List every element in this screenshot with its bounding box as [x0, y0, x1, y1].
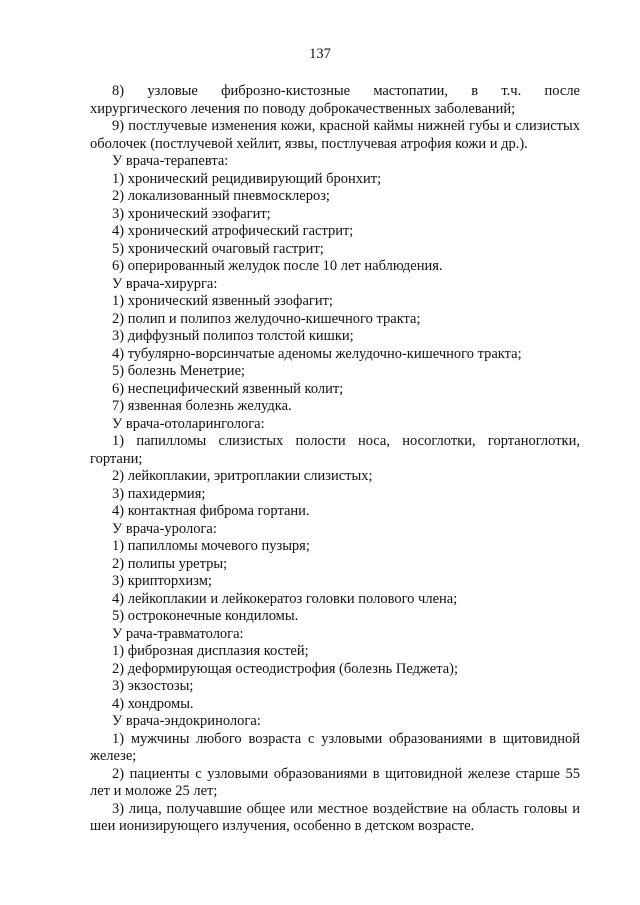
- list-item-text: 3) крипторхизм;: [112, 573, 212, 589]
- list-item-text: 4) хронический атрофический гастрит;: [112, 223, 354, 239]
- list-item-text: 3) диффузный полипоз толстой кишки;: [112, 328, 354, 344]
- list-item-text: 4) тубулярно-ворсинчатые аденомы желудочно-кишечного тракта;: [112, 345, 522, 362]
- list-item-text: 8) узловые фиброзно-кистозные мастопатии, в т.ч. после: [112, 83, 580, 99]
- section-heading: У рача-травматолога:: [112, 625, 244, 642]
- list-item-text: 6) неспецифический язвенный колит;: [112, 380, 344, 397]
- list-item-text: 2) пациенты с узловыми образованиями в щитовидной железе старше 55 лет и моложе 25 лет;: [90, 765, 580, 799]
- list-item-text: 2) деформирующая остеодистрофия (болезнь Педжета);: [112, 660, 459, 677]
- list-item-text: 3) лица, получавшие общее или местное воздействие на область головы и шеи ионизирующего излучения, особенно в детском возрасте.: [90, 800, 580, 834]
- list-item-text: 9) постлучевые изменения кожи, красной каймы нижней губы и слизистых оболочек (постлучевой хейлит, язвы, постлучевая атрофия кожи и др.).: [90, 118, 580, 152]
- section-heading: У врача-уролога:: [112, 520, 217, 537]
- list-item-text: 2) полипы уретры;: [112, 555, 228, 572]
- list-item-text: 5) болезнь Менетрие;: [112, 363, 246, 379]
- list-item-text: 3) экзостозы;: [112, 678, 194, 694]
- list-item-text: 3) хронический эзофагит;: [112, 205, 271, 222]
- list-item-text: хирургического лечения по поводу доброкачественных заболеваний;: [90, 100, 516, 117]
- list-item-text: 1) хронический язвенный эзофагит;: [112, 293, 333, 309]
- document-body: [90, 83, 580, 836]
- list-item-text: 5) остроконечные кондиломы.: [112, 608, 299, 624]
- page-number: 137: [309, 46, 331, 62]
- list-item-text: 3) пахидермия;: [112, 485, 206, 502]
- list-item-text: 1) папилломы мочевого пузыря;: [112, 538, 310, 554]
- list-item-text: 4) лейкоплакии и лейкокератоз головки полового члена;: [112, 590, 458, 607]
- list-item-text: 1) мужчины любого возраста с узловыми образованиями в щитовидной железе;: [90, 730, 580, 764]
- list-item-text: 2) локализованный пневмосклероз;: [112, 188, 330, 204]
- list-item-text: 2) полип и полипоз желудочно-кишечного тракта;: [112, 310, 421, 327]
- list-item-text: 1) фиброзная дисплазия костей;: [112, 643, 309, 659]
- list-item-text: 2) лейкоплакии, эритроплакии слизистых;: [112, 468, 373, 484]
- list-item-text: 4) хондромы.: [112, 695, 194, 712]
- section-heading: У врача-хирурга:: [112, 275, 218, 292]
- section-heading: У врача-эндокринолога:: [112, 713, 261, 729]
- list-item-text: 1) хронический рецидивирующий бронхит;: [112, 170, 382, 187]
- list-item-text: 6) оперированный желудок после 10 лет наблюдения.: [112, 258, 443, 274]
- section-heading: У врача-терапевта:: [112, 153, 229, 169]
- list-item-text: 4) контактная фиброма гортани.: [112, 503, 310, 519]
- list-item-text: 7) язвенная болезнь желудка.: [112, 398, 292, 414]
- list-item-text: 5) хронический очаговый гастрит;: [112, 240, 324, 257]
- list-item-text: 1) папилломы слизистых полости носа, носоглотки, гортаноглотки, гортани;: [90, 433, 580, 467]
- section-heading: У врача-отоларинголога:: [112, 415, 265, 432]
